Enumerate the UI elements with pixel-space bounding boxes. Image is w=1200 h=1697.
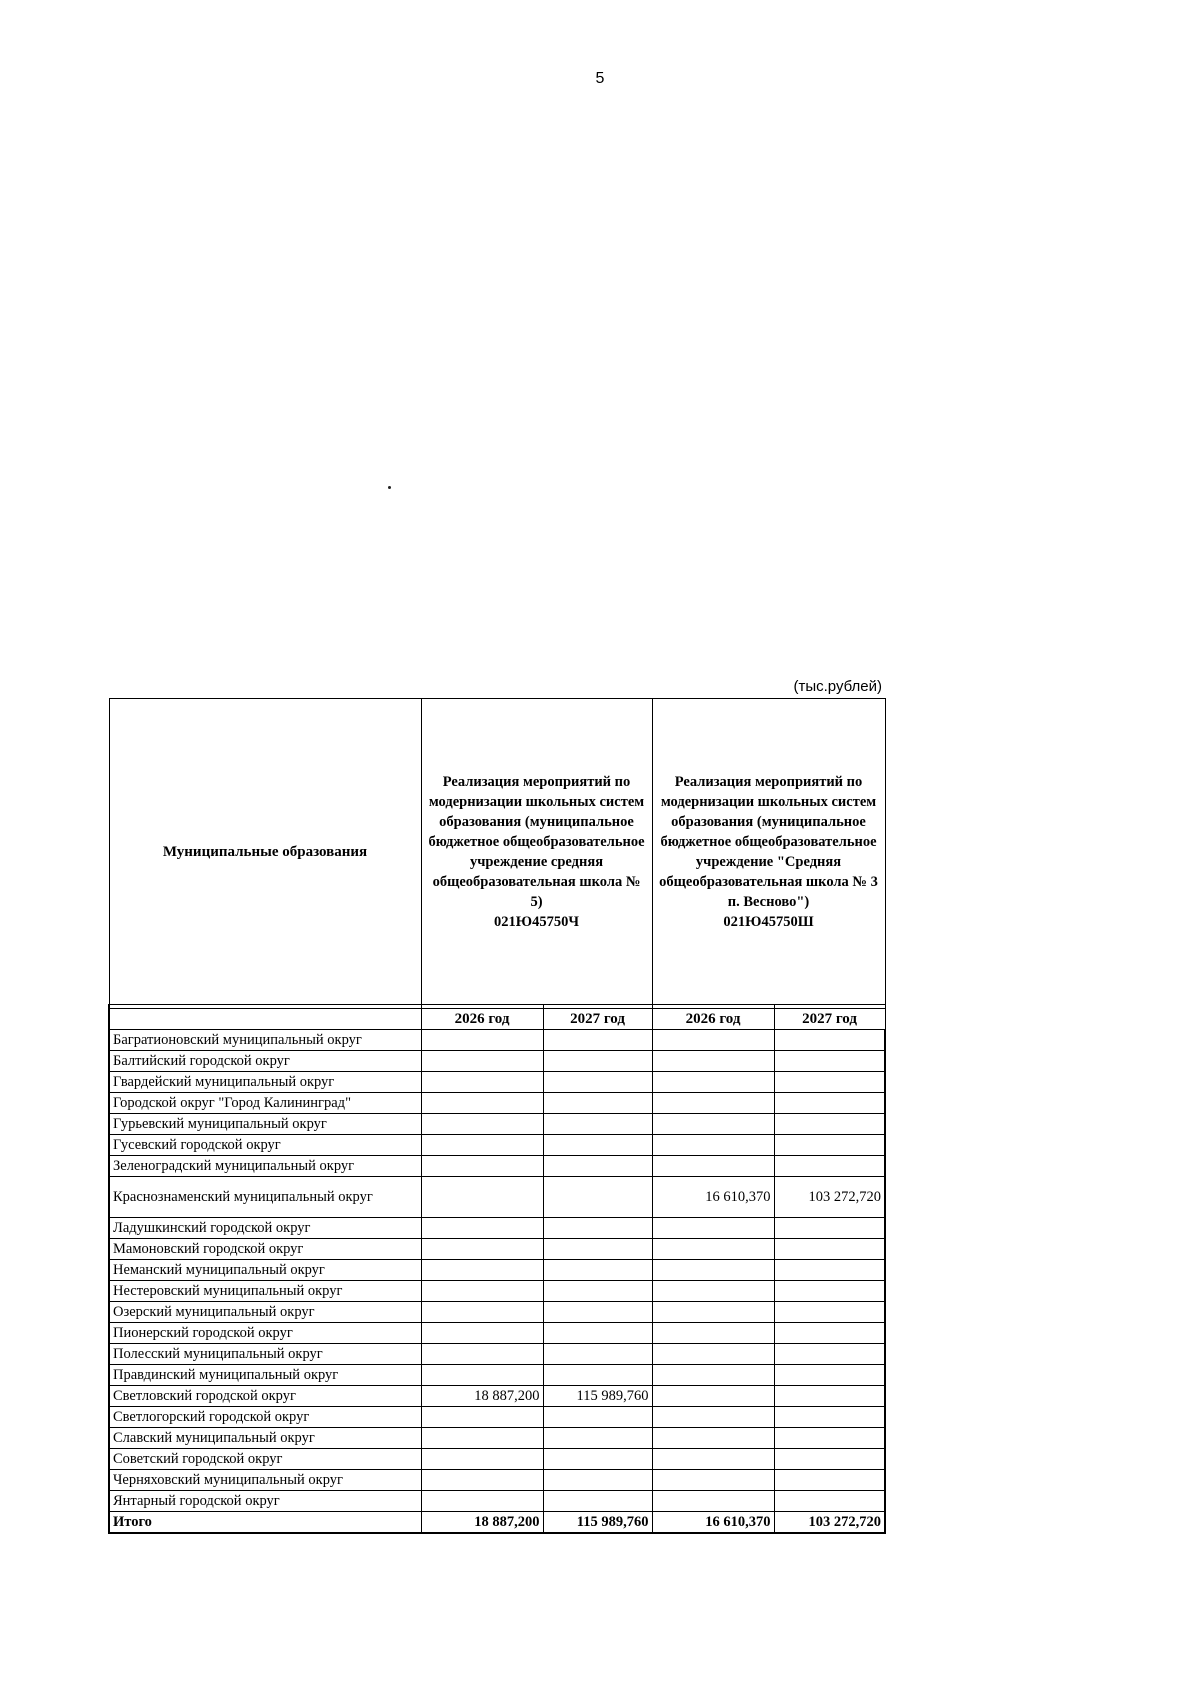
value-cell <box>543 1072 652 1093</box>
total-row <box>109 1512 885 1534</box>
value-cell <box>543 1491 652 1512</box>
total-value: 16 610,370 <box>652 1512 774 1534</box>
value-cell <box>543 1302 652 1323</box>
municipality-name: Правдинский муниципальный округ <box>109 1365 421 1386</box>
value-cell <box>421 1051 543 1072</box>
group-title: Реализация мероприятий по модернизации школьных систем образования (муниципальное бюджетное общеобразовательное учреждение "Средняя общеобразовательная школа № 3 п. Весново") <box>659 773 878 910</box>
value-cell <box>774 1030 885 1051</box>
value-cell <box>543 1323 652 1344</box>
table-row <box>109 1281 885 1302</box>
year-header: 2027 год <box>774 1009 885 1030</box>
value-cell <box>652 1072 774 1093</box>
total-value: 18 887,200 <box>421 1512 543 1534</box>
value-cell <box>421 1072 543 1093</box>
value-cell <box>774 1239 885 1260</box>
year-header-row <box>109 1009 885 1030</box>
value-cell <box>421 1491 543 1512</box>
table-row <box>109 1386 885 1407</box>
municipality-name: Светловский городской округ <box>109 1386 421 1407</box>
municipality-name: Нестеровский муниципальный округ <box>109 1281 421 1302</box>
table-row <box>109 1072 885 1093</box>
table-row <box>109 1407 885 1428</box>
municipality-name: Зеленоградский муниципальный округ <box>109 1156 421 1177</box>
value-cell: 18 887,200 <box>421 1386 543 1407</box>
value-cell <box>774 1449 885 1470</box>
municipality-name: Неманский муниципальный округ <box>109 1260 421 1281</box>
value-cell <box>421 1114 543 1135</box>
value-cell <box>774 1281 885 1302</box>
value-cell <box>543 1093 652 1114</box>
municipality-name: Краснознаменский муниципальный округ <box>109 1177 421 1218</box>
value-cell <box>543 1428 652 1449</box>
municipality-name: Гвардейский муниципальный округ <box>109 1072 421 1093</box>
value-cell <box>774 1407 885 1428</box>
value-cell <box>774 1491 885 1512</box>
value-cell <box>421 1407 543 1428</box>
municipality-name: Славский муниципальный округ <box>109 1428 421 1449</box>
table-row <box>109 1344 885 1365</box>
total-value: 103 272,720 <box>774 1512 885 1534</box>
value-cell <box>421 1093 543 1114</box>
value-cell <box>652 1491 774 1512</box>
value-cell <box>652 1428 774 1449</box>
value-cell <box>652 1135 774 1156</box>
value-cell <box>543 1449 652 1470</box>
value-cell <box>543 1344 652 1365</box>
budget-table <box>108 698 886 1534</box>
value-cell <box>652 1156 774 1177</box>
value-cell <box>543 1365 652 1386</box>
value-cell: 16 610,370 <box>652 1177 774 1218</box>
value-cell <box>652 1051 774 1072</box>
municipality-name: Гурьевский муниципальный округ <box>109 1114 421 1135</box>
table-row <box>109 1323 885 1344</box>
table-row <box>109 1030 885 1051</box>
value-cell <box>774 1135 885 1156</box>
table-row <box>109 1135 885 1156</box>
value-cell <box>421 1177 543 1218</box>
value-cell <box>652 1260 774 1281</box>
municipality-name: Пионерский городской округ <box>109 1323 421 1344</box>
table-row <box>109 1428 885 1449</box>
value-cell <box>652 1470 774 1491</box>
municipality-name: Ладушкинский городской округ <box>109 1218 421 1239</box>
value-cell <box>774 1386 885 1407</box>
total-value: 115 989,760 <box>543 1512 652 1534</box>
value-cell <box>774 1302 885 1323</box>
table-row <box>109 1218 885 1239</box>
value-cell <box>543 1114 652 1135</box>
year-header: 2026 год <box>652 1009 774 1030</box>
group-title: Реализация мероприятий по модернизации школьных систем образования (муниципальное бюджетное общеобразовательное учреждение средняя общеобразовательная школа № 5) <box>428 773 645 910</box>
table-row <box>109 1093 885 1114</box>
value-cell <box>421 1030 543 1051</box>
municipality-name: Янтарный городской округ <box>109 1491 421 1512</box>
value-cell <box>421 1428 543 1449</box>
table-row <box>109 1302 885 1323</box>
value-cell <box>421 1302 543 1323</box>
municipality-name: Гусевский городской округ <box>109 1135 421 1156</box>
municipality-name: Городской округ "Город Калининград" <box>109 1093 421 1114</box>
group-header-school-5 <box>421 699 652 1005</box>
value-cell <box>774 1156 885 1177</box>
value-cell <box>421 1449 543 1470</box>
municipality-name: Светлогорский городской округ <box>109 1407 421 1428</box>
table-row <box>109 1470 885 1491</box>
value-cell <box>543 1239 652 1260</box>
value-cell <box>543 1156 652 1177</box>
value-cell <box>421 1135 543 1156</box>
value-cell <box>543 1177 652 1218</box>
value-cell <box>774 1260 885 1281</box>
page-number: 5 <box>595 70 605 87</box>
value-cell <box>543 1051 652 1072</box>
value-cell <box>421 1344 543 1365</box>
value-cell <box>652 1030 774 1051</box>
municipality-name: Полесский муниципальный округ <box>109 1344 421 1365</box>
value-cell <box>421 1323 543 1344</box>
value-cell <box>774 1051 885 1072</box>
table-row <box>109 1491 885 1512</box>
value-cell <box>421 1156 543 1177</box>
value-cell <box>652 1302 774 1323</box>
value-cell <box>652 1093 774 1114</box>
value-cell <box>652 1386 774 1407</box>
scan-speck <box>388 486 391 489</box>
municipality-name: Балтийский городской округ <box>109 1051 421 1072</box>
value-cell: 115 989,760 <box>543 1386 652 1407</box>
table-row <box>109 1260 885 1281</box>
table-row <box>109 1449 885 1470</box>
value-cell <box>421 1470 543 1491</box>
value-cell <box>543 1218 652 1239</box>
value-cell <box>774 1072 885 1093</box>
value-cell <box>421 1260 543 1281</box>
value-cell <box>652 1218 774 1239</box>
total-label: Итого <box>109 1512 421 1534</box>
table-row <box>109 1051 885 1072</box>
year-header: 2027 год <box>543 1009 652 1030</box>
table-row <box>109 1365 885 1386</box>
municipality-name: Мамоновский городской округ <box>109 1239 421 1260</box>
year-header: 2026 год <box>421 1009 543 1030</box>
value-cell <box>652 1281 774 1302</box>
value-cell <box>652 1344 774 1365</box>
value-cell <box>543 1470 652 1491</box>
value-cell <box>543 1135 652 1156</box>
value-cell <box>543 1407 652 1428</box>
value-cell <box>652 1114 774 1135</box>
table-header-row <box>109 699 885 1005</box>
value-cell <box>543 1281 652 1302</box>
value-cell <box>652 1365 774 1386</box>
units-label: (тыс.рублей) <box>793 678 882 695</box>
group-code: 021Ю45750Ч <box>494 913 579 930</box>
value-cell <box>774 1344 885 1365</box>
value-cell <box>774 1365 885 1386</box>
group-code: 021Ю45750Ш <box>723 913 814 930</box>
table-row <box>109 1156 885 1177</box>
value-cell <box>421 1239 543 1260</box>
value-cell <box>421 1281 543 1302</box>
municipality-name: Советский городской округ <box>109 1449 421 1470</box>
municipality-header: Муниципальные образования <box>109 699 421 1005</box>
value-cell <box>543 1030 652 1051</box>
municipality-name: Багратионовский муниципальный округ <box>109 1030 421 1051</box>
table-row <box>109 1114 885 1135</box>
value-cell <box>774 1114 885 1135</box>
value-cell <box>774 1428 885 1449</box>
table-body <box>109 1030 885 1534</box>
value-cell <box>652 1239 774 1260</box>
group-header-school-3-vesnovo <box>652 699 885 1005</box>
value-cell <box>774 1323 885 1344</box>
municipality-name: Озерский муниципальный округ <box>109 1302 421 1323</box>
table-row <box>109 1177 885 1218</box>
value-cell <box>652 1407 774 1428</box>
value-cell <box>421 1218 543 1239</box>
table-row <box>109 1239 885 1260</box>
value-cell <box>774 1218 885 1239</box>
value-cell <box>652 1323 774 1344</box>
value-cell <box>421 1365 543 1386</box>
value-cell <box>774 1470 885 1491</box>
municipality-name: Черняховский муниципальный округ <box>109 1470 421 1491</box>
value-cell <box>652 1449 774 1470</box>
value-cell: 103 272,720 <box>774 1177 885 1218</box>
value-cell <box>543 1260 652 1281</box>
value-cell <box>774 1093 885 1114</box>
